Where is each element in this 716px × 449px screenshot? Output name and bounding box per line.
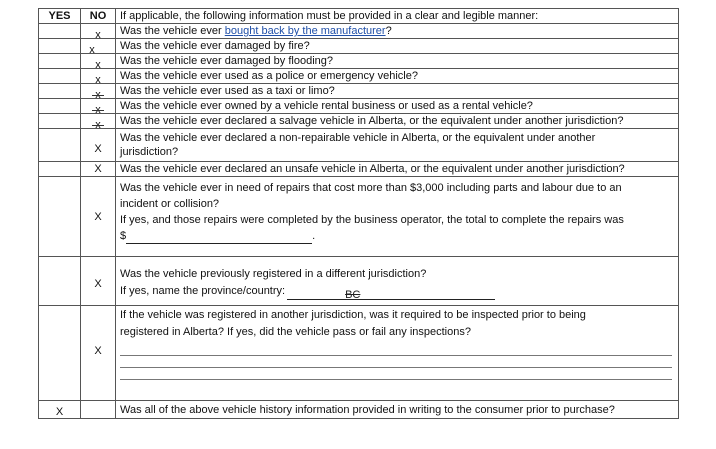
table-row — [39, 306, 679, 401]
checkmark: X — [94, 210, 102, 223]
question-text: If the vehicle was registered in another jurisdiction, was it required to be inspected prior to being — [120, 309, 586, 321]
question-text: ? — [385, 25, 392, 37]
question: Was the vehicle ever damaged by flooding? — [116, 54, 679, 69]
inspection-answer-line[interactable] — [120, 367, 672, 368]
yes-checkbox[interactable] — [39, 129, 81, 162]
vehicle-history-table — [38, 8, 679, 419]
question — [116, 306, 679, 401]
intro-text: If applicable, the following information must be provided in a clear and legible manner: — [116, 9, 679, 24]
no-checkbox[interactable] — [81, 162, 116, 177]
checkmark: X — [55, 405, 64, 418]
currency-symbol: $ — [120, 230, 127, 242]
question: Was the vehicle ever damaged by fire? — [116, 39, 679, 54]
question: Was the vehicle ever declared an unsafe vehicle in Alberta, or the equivalent under another jurisdiction? — [116, 162, 679, 177]
question — [116, 257, 679, 306]
yes-checkbox[interactable] — [39, 24, 81, 39]
question-text: incident or collision? — [120, 198, 220, 210]
yes-checkbox[interactable] — [39, 401, 81, 419]
question-text: If yes, and those repairs were completed by the business operator, the total to complete the repairs was — [120, 214, 624, 226]
table-row — [39, 114, 679, 129]
checkmark: x — [95, 119, 101, 131]
table-row — [39, 401, 679, 419]
checkmark: x — [95, 59, 101, 71]
question-text: Was the vehicle previously registered in a different jurisdiction? — [120, 267, 427, 280]
inspection-answer-line[interactable] — [120, 355, 672, 356]
yes-checkbox[interactable] — [39, 84, 81, 99]
checkmark: x — [95, 29, 101, 41]
table-row — [39, 69, 679, 84]
repair-total-field[interactable] — [120, 228, 678, 244]
vehicle-history-form — [38, 8, 679, 419]
question-text: If yes, name the province/country: — [120, 284, 286, 297]
no-checkbox[interactable] — [81, 401, 116, 419]
table-row — [39, 54, 679, 69]
no-checkbox[interactable] — [81, 54, 116, 69]
yes-checkbox[interactable] — [39, 99, 81, 114]
question — [116, 24, 679, 39]
question-text: Was the vehicle ever — [120, 25, 225, 37]
table-row — [39, 24, 679, 39]
question — [116, 129, 679, 162]
province-answer: BC — [345, 288, 361, 301]
province-field[interactable] — [120, 283, 678, 300]
no-column-header: NO — [81, 9, 116, 24]
checkmark: x — [89, 44, 95, 56]
question-text: Was the vehicle ever declared a non-repairable vehicle in Alberta, or the equivalent under another — [120, 132, 596, 144]
table-row — [39, 99, 679, 114]
no-checkbox[interactable] — [81, 129, 116, 162]
table-row — [39, 129, 679, 162]
repair-total-blank[interactable] — [126, 231, 312, 244]
no-checkbox[interactable] — [81, 306, 116, 401]
manufacturer-buyback-link[interactable]: bought back by the manufacturer — [224, 25, 386, 37]
yes-checkbox[interactable] — [39, 69, 81, 84]
inspection-answer-line[interactable] — [120, 379, 672, 380]
checkmark: X — [94, 143, 102, 155]
question-text: registered in Alberta? If yes, did the vehicle pass or fail any inspections? — [120, 326, 471, 338]
no-checkbox[interactable] — [81, 257, 116, 306]
yes-checkbox[interactable] — [39, 257, 81, 306]
question-text: jurisdiction? — [120, 146, 179, 158]
question: Was all of the above vehicle history information provided in writing to the consumer prior to purchase? — [116, 401, 679, 419]
yes-checkbox[interactable] — [39, 177, 81, 257]
province-blank[interactable] — [287, 286, 495, 300]
yes-column-header: YES — [39, 9, 81, 24]
no-checkbox[interactable] — [81, 24, 116, 39]
checkmark: X — [94, 345, 102, 357]
no-checkbox[interactable] — [81, 177, 116, 257]
yes-checkbox[interactable] — [39, 306, 81, 401]
question-text: Was the vehicle ever in need of repairs that cost more than $3,000 including parts and labour due to an — [120, 182, 622, 194]
question: Was the vehicle ever used as a police or emergency vehicle? — [116, 69, 679, 84]
question: Was the vehicle ever owned by a vehicle rental business or used as a rental vehicle? — [116, 99, 679, 114]
question — [116, 177, 679, 257]
checkmark: x — [95, 89, 101, 101]
checkmark: X — [94, 278, 102, 290]
yes-checkbox[interactable] — [39, 54, 81, 69]
table-row — [39, 84, 679, 99]
table-row — [39, 162, 679, 177]
sentence-end: . — [312, 230, 316, 242]
question: Was the vehicle ever used as a taxi or limo? — [116, 84, 679, 99]
checkmark: X — [94, 163, 102, 175]
table-row — [39, 177, 679, 257]
table-row — [39, 257, 679, 306]
header-row — [39, 9, 679, 24]
yes-checkbox[interactable] — [39, 114, 81, 129]
yes-checkbox[interactable] — [39, 39, 81, 54]
yes-checkbox[interactable] — [39, 162, 81, 177]
table-row — [39, 39, 679, 54]
question: Was the vehicle ever declared a salvage vehicle in Alberta, or the equivalent under another jurisdiction? — [116, 114, 679, 129]
checkmark: x — [95, 104, 101, 116]
checkmark: x — [95, 74, 101, 86]
